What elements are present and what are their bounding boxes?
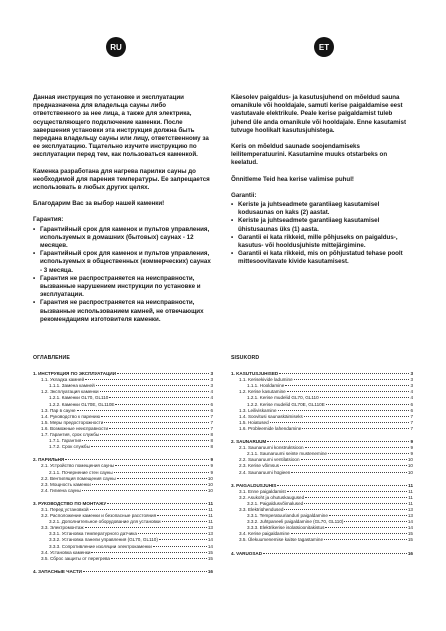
toc-dot-leader <box>96 385 210 386</box>
toc-body <box>33 371 213 575</box>
guarantee-item: • Гарантия не распространяется на неисправности, вызванные использованием камней, не отвечающих рекомендациям изготовителя каменки. <box>33 299 211 324</box>
toc-entry-row[interactable] <box>231 470 413 476</box>
toc-page-number: 4 <box>210 395 213 401</box>
toc-page-number: 9 <box>410 439 413 445</box>
toc-page-number: 10 <box>407 463 413 469</box>
toc-dot-leader <box>157 515 207 516</box>
toc-dot-leader <box>279 373 409 374</box>
toc-section <box>33 457 213 494</box>
toc-entry-title: 2.4. Гигиена сауны <box>41 487 81 493</box>
guarantee-heading: Garantii: <box>231 191 257 199</box>
toc-page-number: 10 <box>207 487 213 493</box>
toc-dot-leader <box>117 478 207 479</box>
toc-page-number: 16 <box>207 568 213 574</box>
toc-page-number: 14 <box>207 543 213 549</box>
toc-page-number: 8 <box>210 438 213 444</box>
toc-dot-leader <box>111 558 207 559</box>
toc-page-number: 6 <box>410 407 413 413</box>
toc-page-number: 7 <box>210 425 213 431</box>
toc-entry-title: 2.2. Saunaruumi ventilatsioon <box>239 457 300 463</box>
toc-entry-title: 1.3. Пар в сауне <box>41 407 76 413</box>
toc-dot-leader <box>109 397 209 398</box>
toc-section <box>231 439 413 476</box>
toc-entry-title: 4. ЗАПАСНЫЕ ЧАСТИ <box>33 568 82 574</box>
toc-entry-title: 3. PAIGALDUSJUHIS <box>231 482 277 488</box>
toc-page-number: 15 <box>407 531 413 537</box>
toc-entry-row[interactable] <box>33 556 213 562</box>
toc-dot-leader <box>320 397 410 398</box>
toc-page-number: 7 <box>410 413 413 419</box>
toc-page-number: 3 <box>410 383 413 389</box>
toc-dot-leader <box>92 484 207 485</box>
toc-dot-leader <box>109 428 209 429</box>
toc-dot-leader <box>326 404 410 405</box>
toc-page-number: 4 <box>410 389 413 395</box>
toc-page-number: 11 <box>208 519 213 525</box>
toc-section <box>231 483 413 544</box>
guarantee-item: • Гарантийный срок для каменок и пультов управления, используемых в общественных (коммерческих) саунах - 3 месяца. <box>33 250 211 275</box>
intro-paragraph: Каменка разработана для нагрева парилки сауны до необходимой для парения температуры. Ее запрещается использовать в любых других целях. <box>33 167 210 192</box>
toc-entry-title: 3.1. Перед установкой <box>41 506 89 512</box>
toc-dot-leader <box>107 503 207 504</box>
toc-entry-title: 3.4. Kerise paigaldamine <box>239 531 290 537</box>
toc-page-number: 11 <box>408 500 413 506</box>
toc-page-number: 14 <box>407 519 413 525</box>
intro-paragraph: Благодарим Вас за выбор нашей каменки! <box>33 200 165 208</box>
toc-dot-leader <box>304 503 407 504</box>
toc-entry-title: 3.3. Электромонтаж <box>41 525 84 531</box>
guarantee-list <box>33 226 211 324</box>
toc-dot-leader <box>263 553 407 554</box>
toc-entry-title: 1.2.2. Каменки GL70E, GL110E <box>49 401 115 407</box>
toc-entry-title: 3.3.2. Установка панели управления (GL70, GL110) <box>49 537 158 543</box>
toc-dot-leader <box>278 410 410 411</box>
toc-dot-leader <box>82 440 209 441</box>
toc-dot-leader <box>344 521 406 522</box>
toc-entry-row[interactable] <box>33 444 213 450</box>
toc-page-number: 9 <box>210 457 213 463</box>
toc-entry-title: 1.6. Probleemide lahendamine <box>239 425 302 431</box>
toc-entry-title: 1.7.1. Гарантия <box>49 438 82 444</box>
toc-dot-leader <box>159 539 207 540</box>
toc-dot-leader <box>329 515 407 516</box>
intro-et <box>231 94 413 267</box>
toc-entry-title: 1.4. Руководство к парению <box>41 413 101 419</box>
toc-section <box>231 371 413 432</box>
toc-page-number: 10 <box>407 457 413 463</box>
toc-dot-leader <box>104 422 209 423</box>
intro-ru <box>33 94 211 324</box>
toc-page-number: 10 <box>407 469 413 475</box>
toc-dot-leader <box>301 459 407 460</box>
table-of-contents-et <box>231 355 413 564</box>
toc-dot-leader <box>100 434 209 435</box>
toc-entry-title: 1. ИНСТРУКЦИЯ ПО ЭКСПЛУАТАЦИИ <box>33 371 117 377</box>
intro-paragraph: Käesolev paigaldus- ja kasutusjuhend on mõeldud sauna omanikule või hooldajale, samuti kerise paigaldamise eest vastutavale elektrikule. Peale kerise paigaldamist tuleb juhend üle anda omanikule või hooldajale. Enne kasutamist tutvuge hoolikalt kasutusjuhistega. <box>231 94 407 134</box>
toc-dot-leader <box>85 379 209 380</box>
toc-dot-leader <box>305 447 410 448</box>
toc-entry-title: 1.2.2. Kerise mudelid GL70E, GL110E <box>247 401 325 407</box>
language-badge-et-label: ET <box>314 37 334 57</box>
toc-page-number: 16 <box>407 550 413 556</box>
guarantee-item: • Keriste ja juhtseadmete garantiiaeg kasutamisel ühistusaunas üks (1) aasta. <box>231 217 413 233</box>
toc-entry-title: 1.6. Возможные неисправности <box>41 425 109 431</box>
toc-entry-title: 3.3.3. Elektrikerise isolatsioonitakistus <box>247 525 325 531</box>
toc-dot-leader <box>82 490 207 491</box>
toc-page-number: 3 <box>210 383 213 389</box>
toc-page-number: 11 <box>408 488 413 494</box>
toc-dot-leader <box>65 459 209 460</box>
toc-dot-leader <box>328 453 410 454</box>
toc-entry-title: 3.2.1. Paigaldusvõimalused <box>247 500 304 506</box>
toc-page-number: 13 <box>207 531 213 537</box>
toc-page-number: 10 <box>207 481 213 487</box>
toc-entry-title: 1.2. Эксплуатация каменки <box>41 389 99 395</box>
toc-entry-title: 3.2. Asukoht ja ohutuskaugused <box>239 494 305 500</box>
toc-page-number: 6 <box>210 401 213 407</box>
toc-page-number: 7 <box>410 419 413 425</box>
toc-dot-leader <box>117 373 209 374</box>
toc-page-number: 13 <box>207 525 213 531</box>
toc-page-number: 15 <box>407 537 413 543</box>
toc-page-number: 7 <box>210 413 213 419</box>
toc-dot-leader <box>277 485 407 486</box>
toc-entry-title: 3.3.2. Juhtpaneeli paigaldamine (GL70, GL110) <box>247 519 344 525</box>
toc-entry-title: 3.3.1. Установка температурного датчика <box>49 531 137 537</box>
toc-entry-title: 2. ПАРИЛЬНЯ <box>33 457 65 463</box>
guarantee-item: • Keriste ja juhtseadmete garantiiaeg kasutamisel kodusaunas on kaks (2) aastat. <box>231 201 413 217</box>
toc-page-number: 9 <box>410 451 413 457</box>
toc-title: ОГЛАВЛЕНИЕ <box>33 355 70 361</box>
guarantee-item: • Гарантия не распространяется на неисправности, вызванные нарушением инструкции по установке и эксплуатации. <box>33 275 211 300</box>
toc-dot-leader <box>114 472 210 473</box>
toc-entry-title: 3.3.1. Temperatuurianduri paigaldamine <box>247 513 328 519</box>
toc-entry-row[interactable] <box>231 537 413 543</box>
toc-page-number: 4 <box>410 395 413 401</box>
toc-page-number: 15 <box>207 549 213 555</box>
toc-entry-title: 3.2. Расположение каменки и безопасные расстояния <box>41 513 157 519</box>
toc-entry-title: 2.2. Вентиляция помещения сауны <box>41 475 116 481</box>
toc-entry-title: 3.5. Сброс защиты от перегрева <box>41 555 110 561</box>
toc-dot-leader <box>267 441 409 442</box>
toc-section <box>231 551 413 557</box>
toc-entry-title: 3. РУКОВОДСТВО ПО МОНТАЖУ <box>33 500 107 506</box>
toc-page-number: 10 <box>207 475 213 481</box>
toc-dot-leader <box>91 552 206 553</box>
toc-dot-leader <box>291 472 407 473</box>
toc-page-number: 15 <box>207 555 213 561</box>
toc-section <box>33 501 213 562</box>
toc-entry-title: 4. VARUOSAD <box>231 550 263 556</box>
toc-page-number: 13 <box>407 513 413 519</box>
intro-paragraph: Keris on mõeldud saunade soojendamiseks leilitemperatuurini. Kasutamine muuks otstarbeks on keelatud. <box>231 143 388 167</box>
guarantee-item: • Garantii ei kata rikkeid, mis on põhjustatud tehase poolt mittesoovitavate kivide kasutamisest. <box>231 250 413 266</box>
toc-chapter-row[interactable] <box>231 551 413 557</box>
toc-chapter-row[interactable] <box>33 569 213 575</box>
toc-page-number: 11 <box>408 482 413 488</box>
toc-entry-title: 1.2. Kerise kasutamine <box>239 389 286 395</box>
toc-dot-leader <box>287 391 410 392</box>
toc-dot-leader <box>77 410 210 411</box>
toc-entry-title: 3.3. Elektriühendused <box>239 506 284 512</box>
toc-dot-leader <box>294 379 410 380</box>
toc-page-number: 14 <box>207 537 213 543</box>
toc-page-number: 11 <box>408 494 413 500</box>
toc-page-number: 6 <box>410 401 413 407</box>
toc-dot-leader <box>162 521 208 522</box>
guarantee-item: • Garantii ei kata rikkeid, mille põhjuseks on paigaldus-, kasutus- või hooldusjuhiste mittejärgimine. <box>231 234 413 250</box>
toc-entry-title: 1.1.1. Замена камней <box>49 383 95 389</box>
toc-entry-title: 1.1. Укладка камней <box>41 377 85 383</box>
toc-dot-leader <box>304 416 410 417</box>
toc-entry-title: 2.4. Saunaruumi hügieen <box>239 469 291 475</box>
toc-entry-title: 3.3.3. Сопротивление изоляции электрокаменки <box>49 543 152 549</box>
toc-entry-title: 2.3. Kerise võimsus <box>239 463 280 469</box>
toc-page-number: 9 <box>410 445 413 451</box>
toc-dot-leader <box>284 509 406 510</box>
toc-entry-title: 1.2.1. Каменки GL70, GL110 <box>49 395 109 401</box>
toc-entry-title: 2.3. Мощность каменки <box>41 481 91 487</box>
toc-entry-title: 1.2.1. Kerise mudelid GL70, GL110 <box>247 395 319 401</box>
toc-page-number: 8 <box>210 444 213 450</box>
toc-entry-title: 2.1. Устройство помещения сауны <box>41 463 115 469</box>
language-badge-ru-label: RU <box>106 37 126 57</box>
language-badge-et <box>314 37 334 57</box>
guarantee-heading: Гарантия: <box>33 216 64 224</box>
toc-section <box>33 569 213 575</box>
toc-page-number: 14 <box>407 525 413 531</box>
toc-dot-leader <box>90 509 208 510</box>
toc-section <box>33 371 213 450</box>
toc-dot-leader <box>153 546 207 547</box>
toc-entry-title: 2.1.1. Saunaruumi seinte mustenemine <box>247 451 327 457</box>
toc-page-number: 3 <box>210 377 213 383</box>
toc-entry-title: 3.2.1. Дополнительное оборудование для установки <box>49 519 161 525</box>
toc-entry-title: 2. SAUNARUUM <box>231 439 267 445</box>
toc-page-number: 8 <box>210 432 213 438</box>
toc-entry-title: 1.7.2. Срок службы <box>49 444 90 450</box>
guarantee-item: • Гарантийный срок для каменок и пультов управления, используемых в домашних (бытовых) саунах - 12 месяцев. <box>33 226 211 251</box>
toc-entry-title: 3.1. Enne paigaldamist <box>239 488 286 494</box>
toc-page-number: 7 <box>210 419 213 425</box>
table-of-contents-ru <box>33 355 213 582</box>
toc-page-number: 3 <box>210 371 213 377</box>
toc-dot-leader <box>91 446 210 447</box>
toc-dot-leader <box>291 533 407 534</box>
toc-dot-leader <box>85 527 207 528</box>
toc-dot-leader <box>285 385 409 386</box>
toc-entry-title: 3.4. Установка каменки <box>41 549 91 555</box>
toc-entry-title: 1.5. Hoiatused <box>239 419 269 425</box>
toc-entry-row[interactable] <box>231 426 413 432</box>
toc-dot-leader <box>302 428 409 429</box>
toc-dot-leader <box>270 422 410 423</box>
toc-dot-leader <box>100 391 210 392</box>
toc-dot-leader <box>83 571 207 572</box>
toc-entry-title: 3.5. Ülekuumenemise kaitse tagastamine <box>239 537 324 543</box>
toc-page-number: 11 <box>208 513 213 519</box>
toc-page-number: 3 <box>410 371 413 377</box>
toc-page-number: 11 <box>208 500 213 506</box>
toc-entry-title: 2.1.1. Почернение стен сауны <box>49 469 113 475</box>
toc-entry-title: 1.1.1. Hooldamine <box>247 383 285 389</box>
toc-page-number: 6 <box>210 407 213 413</box>
toc-dot-leader <box>287 491 407 492</box>
toc-dot-leader <box>101 416 209 417</box>
toc-dot-leader <box>324 539 407 540</box>
toc-entry-title: 1.1. Kerisekivide ladumine <box>239 377 293 383</box>
toc-dot-leader <box>305 497 407 498</box>
toc-entry-title: 1.4. Soovitusi saunaskäimiseks <box>239 413 303 419</box>
toc-entry-title: 1.5. Меры предосторожности <box>41 419 104 425</box>
toc-dot-leader <box>325 527 407 528</box>
toc-page-number: 9 <box>210 463 213 469</box>
toc-body <box>231 371 413 557</box>
toc-page-number: 11 <box>208 506 213 512</box>
toc-dot-leader <box>115 465 209 466</box>
toc-entry-title: 1.7. Гарантия, срок службы <box>41 432 100 438</box>
toc-page-number: 3 <box>410 377 413 383</box>
toc-dot-leader <box>115 404 209 405</box>
toc-entry-title: 2.1. Saunaruumi konstruktsioon <box>239 445 304 451</box>
intro-paragraph: Данная инструкция по установке и эксплуатации предназначена для владельца сауны либо ответственного за нее лица, а также для электрика, осуществляющего подключение каменки. После завершения установки эта инструкция должна быть передана владельцу сауны или лицу, ответственному за ее эксплуатацию. Тщательно изучите инструкцию по эксплуатации перед тем, как пользоваться каменкой. <box>33 94 209 159</box>
toc-dot-leader <box>280 465 407 466</box>
language-badge-ru <box>106 37 126 57</box>
toc-page-number: 13 <box>407 506 413 512</box>
toc-entry-title: 1.3. Leiliviskamine <box>239 407 277 413</box>
toc-dot-leader <box>138 533 207 534</box>
toc-page-number: 7 <box>410 425 413 431</box>
toc-page-number: 4 <box>210 389 213 395</box>
intro-paragraph: Õnnitleme Teid hea kerise valimise puhul! <box>231 175 354 183</box>
toc-page-number: 9 <box>210 469 213 475</box>
guarantee-list <box>231 201 413 267</box>
toc-title: SISUKORD <box>231 355 260 361</box>
toc-entry-row[interactable] <box>33 488 213 494</box>
toc-entry-title: 1. KASUTUSJUHISED <box>231 371 279 377</box>
